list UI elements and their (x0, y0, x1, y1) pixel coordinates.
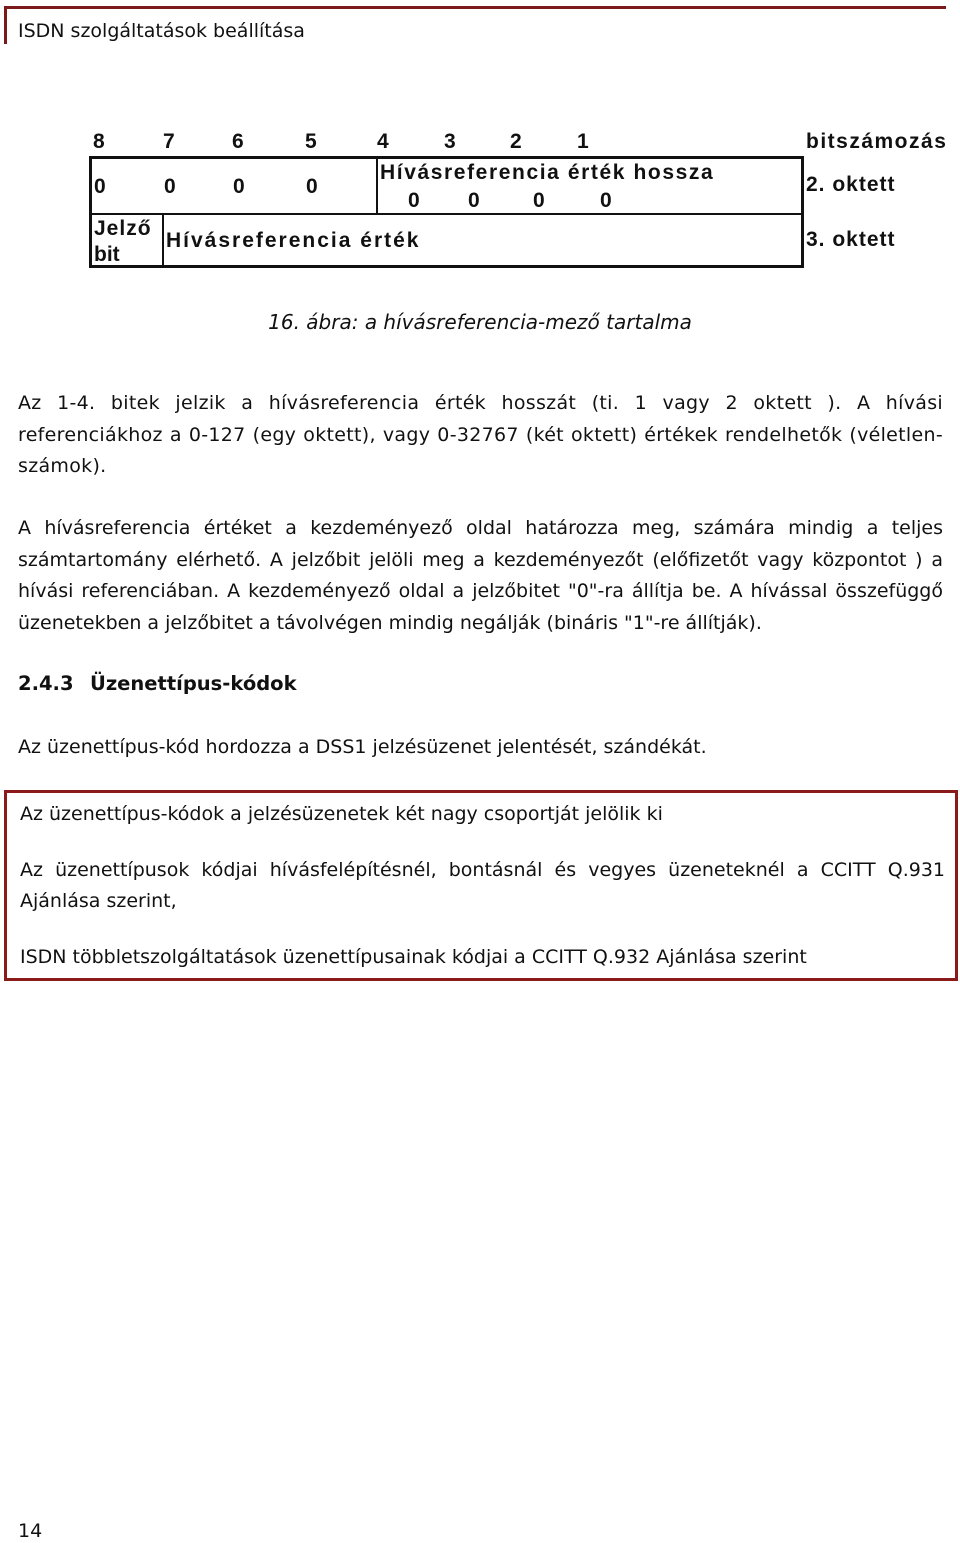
row1-divider (376, 159, 378, 213)
octet-2-label: 2. oktett (806, 173, 896, 196)
octet-divider (92, 213, 801, 215)
call-reference-field-diagram (89, 156, 804, 268)
call-reference-value-label: Hívásreferencia érték (166, 229, 421, 252)
row1-bit-5: 0 (306, 175, 318, 198)
bit-number-1: 1 (577, 130, 589, 153)
length-bit-4: 0 (408, 189, 420, 212)
box-line-q932: ISDN többletszolgáltatások üzenettípusainak kódjai a CCITT Q.932 Ajánlása szerint (20, 946, 807, 968)
length-field-label: Hívásreferencia érték hossza (380, 161, 715, 184)
box-line-groups: Az üzenettípus-kódok a jelzésüzenetek két nagy csoportját jelölik ki (20, 803, 663, 825)
box-line-q931: Az üzenettípusok kódjai hívásfelépítésnél, bontásnál és vegyes üzeneteknél a CCITT Q.931 Ajánlása szerint, (20, 859, 945, 912)
row1-bit-7: 0 (164, 175, 176, 198)
intro-paragraph: Az üzenettípus-kód hordozza a DSS1 jelzésüzenet jelentését, szándékát. (18, 736, 707, 758)
flag-bit-label-line2: bit (94, 243, 120, 266)
length-bit-3: 0 (468, 189, 480, 212)
row2-divider (162, 213, 164, 265)
section-heading (18, 672, 297, 695)
bit-number-4: 4 (377, 130, 389, 153)
row1-bit-8: 0 (94, 175, 106, 198)
page-header-title: ISDN szolgáltatások beállítása (18, 20, 305, 42)
section-number: 2.4.3 (18, 672, 74, 695)
flag-bit-label-line1: Jelző (94, 217, 152, 240)
paragraph-bit-length: Az 1-4. bitek jelzik a hívásreferencia érték hosszát (ti. 1 vagy 2 oktett ). A hívási referenciákhoz a 0-127 (egy oktett), vagy 0-32767 (két oktett) értékek rendelhetők (véletlen-számok). (18, 392, 943, 477)
section-title: Üzenettípus-kódok (90, 672, 297, 695)
bit-number-2: 2 (510, 130, 522, 153)
bit-number-5: 5 (305, 130, 317, 153)
paragraph-flag-bit: A hívásreferencia értéket a kezdeményező oldal határozza meg, számára mindig a teljes számtartomány elérhető. A jelzőbit jelöli meg a kezdeményezőt (előfizetőt vagy központot ) a hívási referenciában. A kezdeményező oldal a jelzőbitet "0"-ra állítja be. A hívással összefüggő üzenetekben a jelzőbitet a távolvégen mindig negálják (bináris "1"-re állítják). (18, 517, 943, 634)
row1-bit-6: 0 (233, 175, 245, 198)
bit-number-6: 6 (232, 130, 244, 153)
figure-caption: 16. ábra: a hívásreferencia-mező tartalma (268, 310, 692, 334)
length-bit-2: 0 (533, 189, 545, 212)
message-type-box (4, 790, 958, 981)
length-bit-1: 0 (600, 189, 612, 212)
bit-number-3: 3 (444, 130, 456, 153)
bit-number-7: 7 (163, 130, 175, 153)
bit-number-8: 8 (93, 130, 105, 153)
page-number: 14 (18, 1520, 43, 1542)
bit-numbering-label: bitszámozás (806, 130, 948, 153)
octet-3-label: 3. oktett (806, 228, 896, 251)
